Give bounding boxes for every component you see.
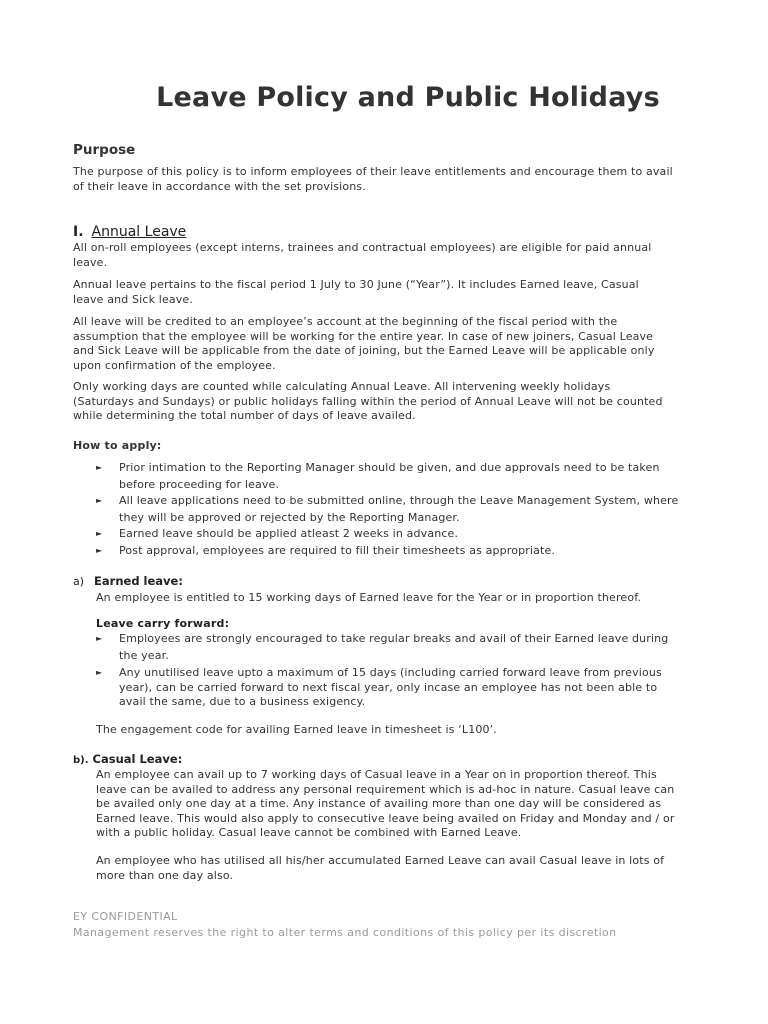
annual-leave-para-2 bbox=[73, 278, 713, 307]
annual-leave-heading bbox=[73, 224, 186, 240]
sub-section-title: Earned leave: bbox=[94, 574, 183, 588]
annual-leave-para-1 bbox=[73, 241, 713, 270]
list-item bbox=[96, 631, 716, 664]
text-line: An employee who has utilised all his/her accumulated Earned Leave can avail Casual leave in lots of bbox=[96, 854, 665, 867]
text-line: All leave will be credited to an employee’s account at the beginning of the fiscal period with the bbox=[73, 315, 618, 328]
how-to-apply-heading: How to apply: bbox=[73, 439, 162, 452]
text-line: Prior intimation to the Reporting Manager should be given, and due approvals need to be taken bbox=[119, 461, 660, 474]
text-line: with a public holiday. Casual leave cannot be combined with Earned Leave. bbox=[96, 826, 522, 840]
right-triangle-icon: ► bbox=[96, 529, 103, 538]
casual-leave-para-2 bbox=[96, 854, 716, 883]
earned-leave-entitlement: An employee is entitled to 15 working days of Earned leave for the Year or in proportion thereof. bbox=[96, 591, 642, 604]
text-line: Only working days are counted while calculating Annual Leave. All intervening weekly holidays bbox=[73, 380, 611, 393]
text-line: assumption that the employee will be working for the entire year. In case of new joiners, Casual Leave bbox=[73, 329, 654, 343]
text-line: upon confirmation of the employee. bbox=[73, 358, 276, 372]
right-triangle-icon: ► bbox=[96, 634, 103, 643]
text-line: of their leave in accordance with the set provisions. bbox=[73, 179, 366, 193]
text-line: All on-roll employees (except interns, trainees and contractual employees) are eligible for paid annual bbox=[73, 241, 652, 254]
text-line: The purpose of this policy is to inform employees of their leave entitlements and encourage them to avail bbox=[73, 165, 673, 178]
text-line: leave can be availed to address any personal requirement which is ad-hoc in nature. Casual leave can bbox=[96, 782, 675, 796]
text-line: Earned leave. This would also apply to consecutive leave being availed on Friday and Monday and / or bbox=[96, 811, 675, 825]
purpose-paragraph bbox=[73, 165, 713, 194]
text-line: Earned leave should be applied atleast 2 weeks in advance. bbox=[119, 527, 459, 540]
sub-section-marker: b). bbox=[73, 755, 89, 766]
text-line: year), can be carried forward to next fiscal year, only incase an employee has not been able to bbox=[119, 680, 658, 694]
engagement-code-line: The engagement code for availing Earned leave in timesheet is ‘L100’. bbox=[96, 723, 497, 736]
document-title: Leave Policy and Public Holidays bbox=[156, 82, 660, 113]
text-line: Annual leave pertains to the fiscal period 1 July to 30 June (“Year”). It includes Earned leave, Casual bbox=[73, 278, 639, 291]
right-triangle-icon: ► bbox=[96, 668, 103, 677]
leave-carry-forward-heading: Leave carry forward: bbox=[96, 617, 230, 630]
text-line: leave and Sick leave. bbox=[73, 292, 193, 306]
text-line: while determining the total number of days of leave availed. bbox=[73, 409, 416, 423]
right-triangle-icon: ► bbox=[96, 545, 103, 555]
how-to-apply-list bbox=[96, 460, 716, 559]
text-line: they will be approved or rejected by the Reporting Manager. bbox=[119, 510, 460, 524]
annual-leave-para-3 bbox=[73, 315, 713, 373]
casual-leave-para-1 bbox=[96, 768, 716, 841]
list-item bbox=[96, 526, 716, 543]
annual-leave-para-4 bbox=[73, 380, 713, 424]
text-line: more than one day also. bbox=[96, 868, 234, 882]
text-line: An employee can avail up to 7 working days of Casual leave in a Year on in proportion thereof. This bbox=[96, 768, 657, 781]
disclaimer-text: Management reserves the right to alter terms and conditions of this policy per its discretion bbox=[73, 925, 617, 939]
text-line: be availed only one day at a time. Any instance of availing more than one day will be considered as bbox=[96, 797, 662, 811]
right-triangle-icon: ► bbox=[96, 496, 103, 505]
text-line: (Saturdays and Sundays) or public holidays falling within the period of Annual Leave will not be counted bbox=[73, 394, 663, 408]
section-title: Annual Leave bbox=[91, 224, 187, 240]
sub-section-marker: a) bbox=[73, 575, 85, 588]
confidential-label: EY CONFIDENTIAL bbox=[73, 910, 178, 923]
text-line: Employees are strongly encouraged to take regular breaks and avail of their Earned leave during bbox=[119, 632, 669, 645]
page-footer bbox=[73, 909, 617, 940]
casual-leave-heading bbox=[73, 752, 182, 766]
text-line: avail the same, due to a business exigency. bbox=[119, 695, 366, 709]
text-line: Post approval, employees are required to fill their timesheets as appropriate. bbox=[119, 543, 556, 557]
text-line: leave. bbox=[73, 255, 108, 269]
sub-section-title: Casual Leave: bbox=[92, 752, 183, 766]
right-triangle-icon: ► bbox=[96, 463, 103, 472]
list-item bbox=[96, 543, 716, 560]
text-line: and Sick Leave will be applicable from the date of joining, but the Earned Leave will be applicable only bbox=[73, 344, 655, 358]
list-item bbox=[96, 493, 716, 526]
earned-leave-heading bbox=[73, 574, 183, 588]
text-line: All leave applications need to be submitted online, through the Leave Management System, where bbox=[119, 494, 679, 507]
purpose-heading: Purpose bbox=[73, 142, 136, 158]
text-line: before proceeding for leave. bbox=[119, 477, 280, 491]
list-item bbox=[96, 460, 716, 493]
carry-forward-list bbox=[96, 631, 716, 664]
list-item bbox=[96, 666, 716, 710]
text-line: Any unutilised leave upto a maximum of 15 days (including carried forward leave from previous bbox=[119, 666, 662, 679]
text-line: the year. bbox=[119, 648, 169, 662]
section-number: I. bbox=[73, 224, 84, 240]
carry-forward-list bbox=[96, 666, 716, 710]
